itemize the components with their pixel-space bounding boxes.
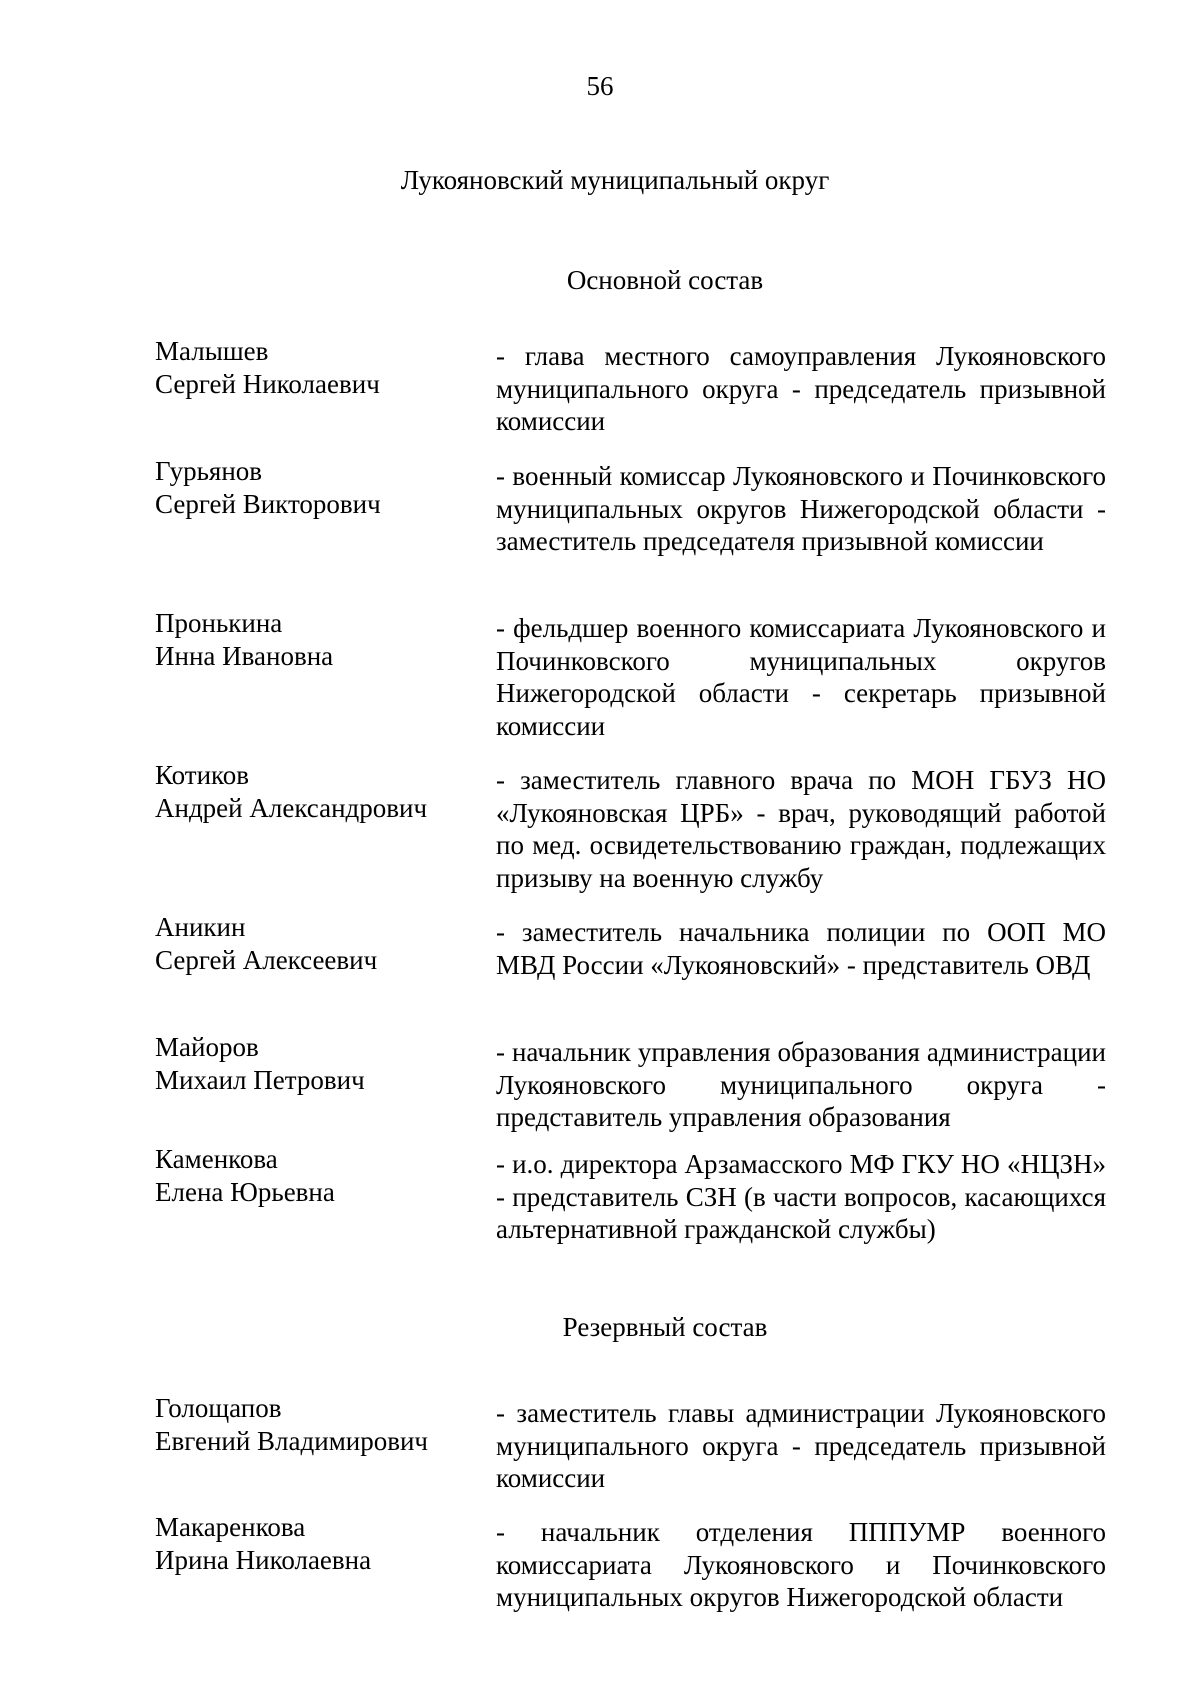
member-surname: Макаренкова — [155, 1512, 306, 1542]
member-surname: Майоров — [155, 1032, 259, 1062]
member-role: - начальник отделения ПППУМР военного комиссариата Лукояновского и Починковского муниципальных округов Нижегородской области — [496, 1517, 1106, 1612]
member-role: - глава местного самоуправления Лукояновского муниципального округа - председатель призывной комиссии — [496, 341, 1106, 436]
member-role: - заместитель начальника полиции по ООП МО МВД России «Лукояновский» - представитель ОВД — [496, 917, 1106, 980]
district-title: Лукояновский муниципальный округ — [400, 165, 830, 195]
member-name — [155, 759, 495, 824]
member-surname: Каменкова — [155, 1144, 278, 1174]
member-role: - фельдшер военного комиссариата Лукояновского и Починковского муниципальных округов Нижегородской области - секретарь призывной комиссии — [496, 613, 1106, 741]
member-name — [155, 1392, 495, 1457]
member-given-names: Евгений Владимирович — [155, 1425, 429, 1456]
member-given-names: Сергей Викторович — [155, 488, 381, 519]
member-surname: Гурьянов — [155, 456, 263, 486]
member-name — [155, 911, 495, 976]
section-heading-reserve: Резервный состав — [562, 1312, 768, 1342]
member-given-names: Сергей Алексеевич — [155, 944, 378, 975]
member-given-names: Инна Ивановна — [155, 640, 334, 671]
member-role: - заместитель главы администрации Лукояновского муниципального округа - председатель призывной комиссии — [496, 1398, 1106, 1493]
member-surname: Голощапов — [155, 1393, 282, 1423]
member-given-names: Елена Юрьевна — [155, 1176, 335, 1207]
member-surname: Котиков — [155, 760, 250, 790]
section-heading-main: Основной состав — [566, 265, 764, 295]
member-given-names: Андрей Александрович — [155, 792, 428, 823]
member-role: - и.о. директора Арзамасского МФ ГКУ НО «НЦЗН» - представитель СЗН (в части вопросов, касающихся альтернативной гражданской службы) — [496, 1149, 1106, 1244]
member-name — [155, 335, 495, 400]
member-given-names: Сергей Николаевич — [155, 368, 380, 399]
member-role: - заместитель главного врача по МОН ГБУЗ НО «Лукояновская ЦРБ» - врач, руководящий работой по мед. освидетельствованию граждан, подлежащих призыву на военную службу — [496, 765, 1106, 893]
member-surname: Аникин — [155, 912, 246, 942]
member-role: - военный комиссар Лукояновского и Починковского муниципальных округов Нижегородской области - заместитель председателя призывной комиссии — [496, 461, 1106, 556]
page-number: 56 — [586, 71, 614, 101]
member-name — [155, 607, 495, 672]
member-role: - начальник управления образования администрации Лукояновского муниципального округа - представитель управления образования — [496, 1037, 1106, 1132]
member-name — [155, 455, 495, 520]
member-name — [155, 1031, 495, 1096]
member-given-names: Михаил Петрович — [155, 1064, 365, 1095]
member-given-names: Ирина Николаевна — [155, 1544, 372, 1575]
member-name — [155, 1143, 495, 1208]
member-surname: Малышев — [155, 336, 269, 366]
member-name — [155, 1511, 495, 1576]
member-surname: Пронькина — [155, 608, 283, 638]
